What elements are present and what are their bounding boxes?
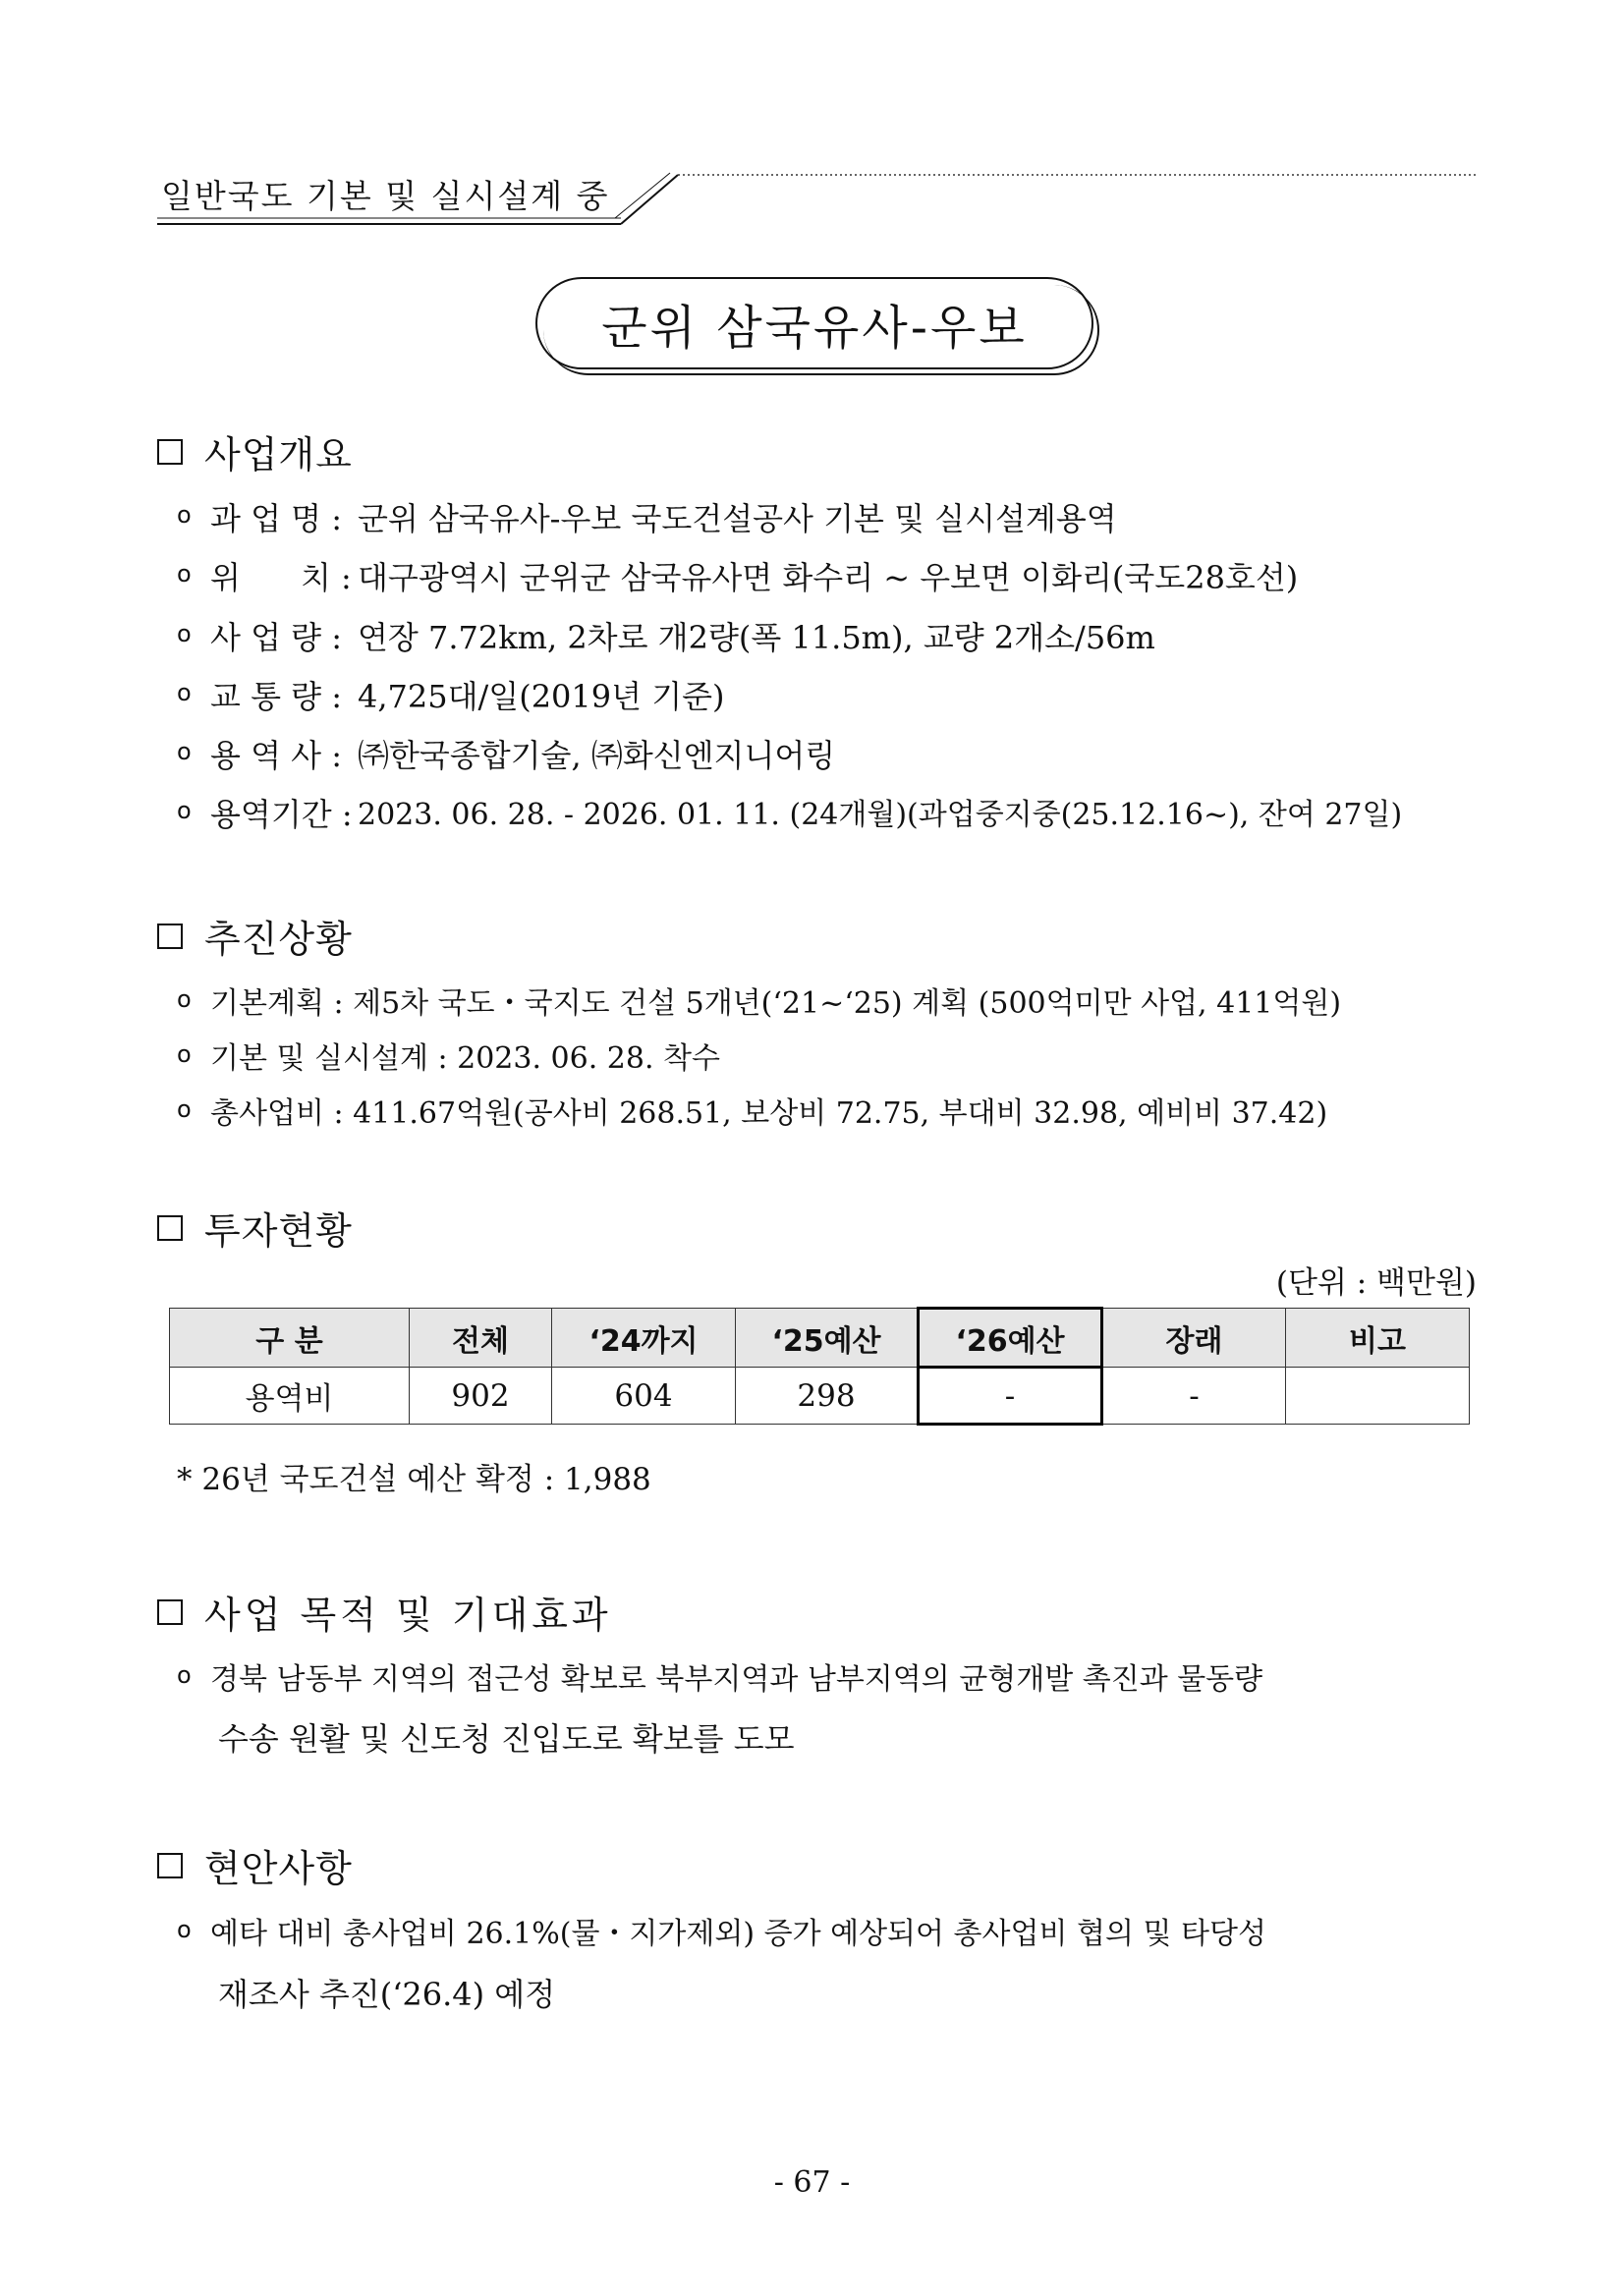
circle-bullet-icon: o: [177, 797, 192, 824]
item-text: 총사업비 : 411.67억원(공사비 268.51, 보상비 72.75, 부대비 32.98, 예비비 37.42): [210, 1096, 1328, 1131]
header-text: 일반국도 기본 및 실시설계 중: [161, 177, 610, 215]
table-cell: 604: [552, 1368, 736, 1425]
table-cell: 902: [410, 1368, 552, 1425]
column-header: 전체: [410, 1309, 552, 1368]
table-row: [170, 1368, 1470, 1425]
table-cell: -: [1102, 1368, 1286, 1425]
section-overview-heading: [157, 424, 353, 478]
progress-item: [177, 979, 1341, 1022]
item-value: 군위 삼국유사-우보 국도건설공사 기본 및 실시설계용역: [358, 500, 1117, 537]
page-number: - 67 -: [773, 2165, 851, 2200]
circle-bullet-icon: o: [177, 620, 192, 647]
checkbox-square-icon: [157, 924, 183, 949]
item-text: 경북 남동부 지역의 접근성 확보로 북부지역과 남부지역의 균형개발 촉진과 물동량: [210, 1662, 1263, 1697]
title-text: 군위 삼국유사-우보: [601, 300, 1028, 356]
item-value: 2023. 06. 28. - 2026. 01. 11. (24개월)(과업중지중(25.12.16~), 잔여 27일): [358, 798, 1403, 832]
section-purpose-heading: [157, 1585, 612, 1639]
item-value: 4,725대/일(2019년 기준): [358, 678, 725, 715]
column-header: 구 분: [170, 1309, 410, 1368]
section-title: 현안사항: [204, 1847, 353, 1890]
table-cell: [1286, 1368, 1470, 1425]
column-header: ‘25예산: [736, 1309, 919, 1368]
item-label: 용 역 사 :: [210, 737, 343, 774]
column-header: ‘24까지: [552, 1309, 736, 1368]
item-value: 연장 7.72km, 2차로 개2량(폭 11.5m), 교량 2개소/56m: [358, 619, 1155, 656]
circle-bullet-icon: o: [177, 1040, 192, 1068]
circle-bullet-icon: o: [177, 738, 192, 765]
overview-item: [177, 790, 1402, 835]
overview-item: [177, 672, 725, 717]
circle-bullet-icon: o: [177, 679, 192, 706]
purpose-item-continued: 수송 원활 및 신도청 진입도로 확보를 도모: [218, 1720, 795, 1758]
item-value: 대구광역시 군위군 삼국유사면 화수리 ~ 우보면 이화리(국도28호선): [358, 559, 1299, 596]
checkbox-square-icon: [157, 1599, 183, 1625]
item-label: 사 업 량 :: [210, 619, 343, 656]
unit-label: (단위 : 백만원): [1275, 1265, 1477, 1301]
overview-item: [177, 731, 835, 776]
column-header: 비고: [1286, 1309, 1470, 1368]
checkbox-square-icon: [157, 1853, 183, 1878]
table-cell: 용역비: [170, 1368, 410, 1425]
table-header-row: [170, 1309, 1470, 1368]
item-text: 기본 및 실시설계 : 2023. 06. 28. 착수: [210, 1041, 720, 1076]
section-progress-heading: [157, 909, 353, 963]
circle-bullet-icon: o: [177, 501, 192, 529]
item-label: 위 치 :: [210, 559, 352, 596]
section-title: 사업개요: [204, 433, 353, 476]
section-issues-heading: [157, 1838, 353, 1892]
checkbox-square-icon: [157, 1215, 183, 1241]
section-investment-heading: [157, 1201, 353, 1255]
column-header: 장래: [1102, 1309, 1286, 1368]
table-note: * 26년 국도건설 예산 확정 : 1,988: [177, 1462, 651, 1497]
circle-bullet-icon: o: [177, 1095, 192, 1123]
table-cell-highlighted: -: [919, 1368, 1102, 1425]
item-label: 과 업 명 :: [210, 500, 343, 537]
item-text: 기본계획 : 제5차 국도・국지도 건설 5개년(‘21~‘25) 계획 (500억미만 사업, 411억원): [210, 986, 1342, 1021]
item-label: 교 통 량 :: [210, 678, 343, 715]
item-value: ㈜한국종합기술, ㈜화신엔지니어링: [358, 737, 836, 774]
column-header-highlighted: ‘26예산: [919, 1309, 1102, 1368]
circle-bullet-icon: o: [177, 985, 192, 1013]
table-cell: 298: [736, 1368, 919, 1425]
checkbox-square-icon: [157, 439, 183, 465]
item-label: 용역기간 :: [210, 796, 353, 833]
section-title: 추진상황: [204, 918, 353, 961]
section-title: 투자현황: [204, 1209, 353, 1253]
issues-item-continued: 재조사 추진(‘26.4) 예정: [218, 1976, 556, 2013]
overview-item: [177, 613, 1155, 658]
progress-item: [177, 1089, 1327, 1132]
page-title: [535, 277, 1093, 369]
running-header: [157, 167, 1479, 228]
overview-item: [177, 494, 1117, 539]
issues-item: [177, 1909, 1266, 1952]
circle-bullet-icon: o: [177, 1661, 192, 1689]
circle-bullet-icon: o: [177, 560, 192, 588]
item-text: 예타 대비 총사업비 26.1%(물・지가제외) 증가 예상되어 총사업비 협의 및 타당성: [210, 1917, 1266, 1951]
overview-item: [177, 553, 1298, 598]
progress-item: [177, 1034, 720, 1077]
circle-bullet-icon: o: [177, 1916, 192, 1943]
section-title: 사업 목적 및 기대효과: [204, 1594, 612, 1637]
purpose-item: [177, 1654, 1262, 1698]
investment-table: [169, 1307, 1470, 1426]
